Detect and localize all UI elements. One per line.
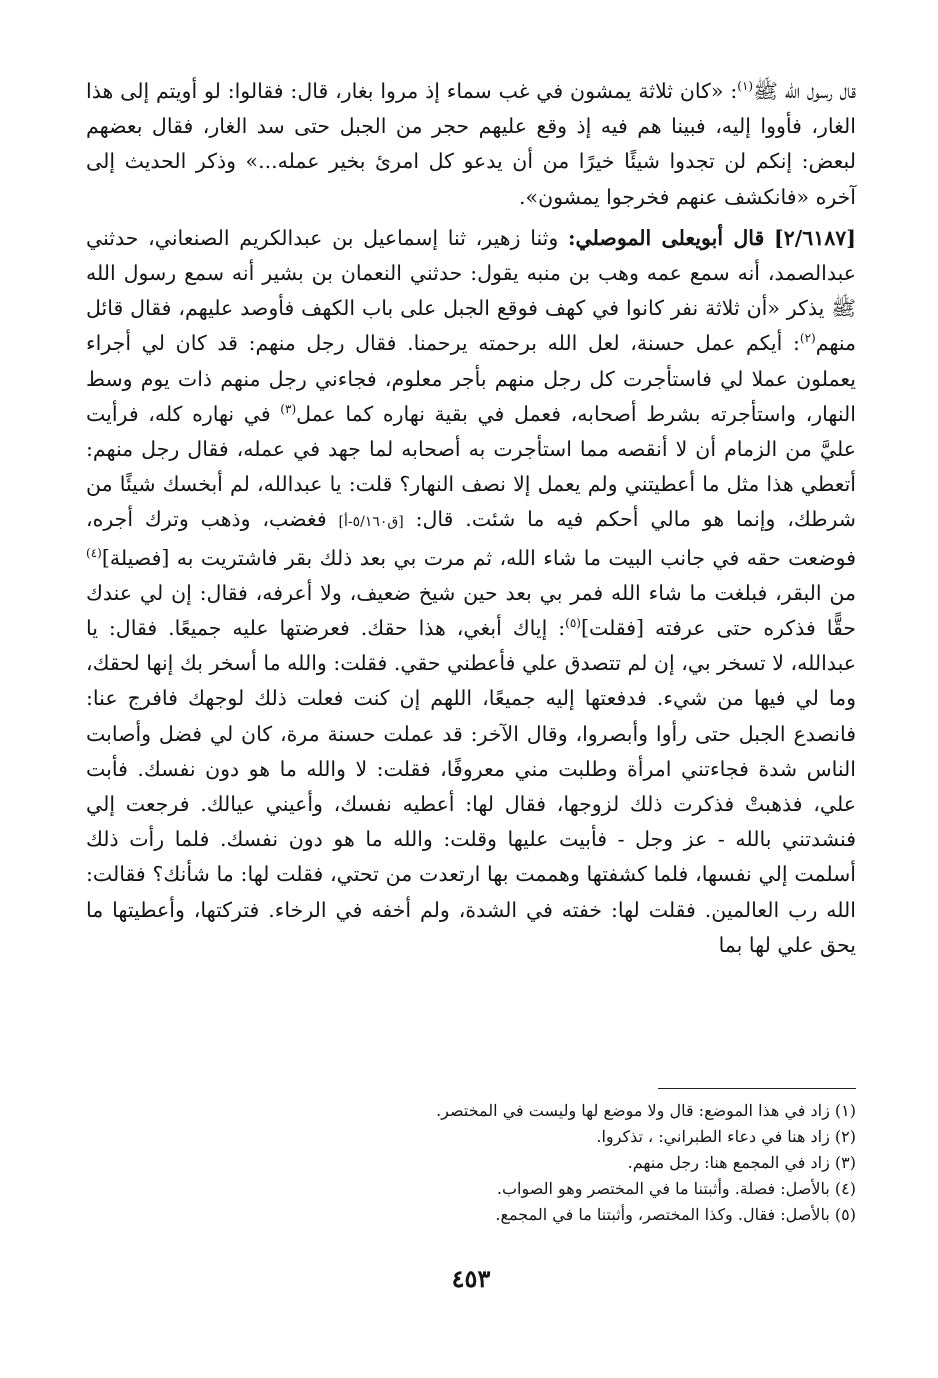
paragraph-2-text-c: في نهاره كله، فرأيت عليَّ من الزمام أن لا أنقصه مما استأجرت به أصحابه لما جهد في عمله، فقال رجل منهم: أتعطي هذا مثل ما أعطيتني ولم يعمل إلا نصف النهار؟ قلت: يا عبدالله، لم أبخسك شيئًا من شرطك، وإنما هو مالي أحكم فيه ما شئت. قال: — [86, 401, 856, 532]
paragraph-1 — [86, 74, 856, 215]
footnote-1: (١) زاد في هذا الموضع: قال ولا موضع لها وليست في المختصر. — [436, 1101, 856, 1120]
paragraph-2-text-b: : أيكم عمل حسنة، لعل الله برحمته يرحمنا. فقال رجل منهم: قد كان لي أجراء يعملون عملا لي فاستأجرت كل رجل منهم بأجر معلوم، فجاءني رجل منهم ذات يوم وسط النهار، واستأجرته بشرط أصحابه، فعمل في بقية نهاره كما عمل — [86, 331, 856, 426]
paragraph-2-text-a: وثنا زهير، ثنا إسماعيل بن عبدالكريم الصنعاني، حدثني عبدالصمد، أنه سمع عمه وهب بن منبه يقول: حدثني النعمان بن بشير أنه سمع رسول الله ﷺ يذكر «أن ثلاثة نفر كانوا في كهف فوقع الجبل على باب الكهف فأوصد عليهم، فقال قائل منهم — [86, 225, 856, 356]
footnote-5: (٥) بالأصل: فقال. وكذا المختصر، وأثبتنا ما في المجمع. — [495, 1205, 856, 1224]
footnote-ref-4: (٤) — [86, 545, 102, 560]
footnote-3: (٣) زاد في المجمع هنا: رجل منهم. — [627, 1153, 856, 1172]
footnote-ref-5: (٥) — [565, 616, 581, 631]
hadith-number: [٢/٦١٨٧] — [774, 225, 856, 250]
page-number: ٤٥٣ — [451, 1264, 491, 1293]
manuscript-folio-ref: [ق٥/١٦٠-أ] — [338, 514, 404, 531]
footnote-2: (٢) زاد هنا في دعاء الطبراني: ، تذكروا. — [596, 1127, 856, 1146]
footnote-4: (٤) بالأصل: فصلة. وأثبتنا ما في المختصر وهو الصواب. — [496, 1179, 856, 1198]
paragraph-2-text-e: من البقر، فبلغت ما شاء الله فمر بي بعد حين شيخ ضعيف، ولا أعرفه، فقال: إن لي عندك حقًّا فذكره حتى عرفته [فقلت] — [86, 580, 856, 641]
footnote-ref-3: (٣) — [280, 402, 297, 416]
page-content — [86, 74, 857, 1293]
paragraph-1-text: قال رسول الله ﷺ — [753, 79, 857, 103]
paragraph-2-text-f: : إياك أبغي، هذا حقك. فعرضتها عليه جميعًا. فقال: يا عبدالله، لا تسخر بي، إن لم تتصدق علي فأعطني حقي. فقلت: والله ما أسخر بك إنها لحقك، وما لي فيها من شيء. فدفعتها إليه جميعًا، اللهم إن كنت فعلت ذلك لوجهك فافرج عنا: فانصدع الجبل حتى رأوا وأبصروا، وقال الآخر: قد عملت حسنة مرة، كان لي فضل وأصابت الناس شدة فجاءتني امرأة وطلبت مني معروفًا، فقلت: لا والله ما هو دون نفسك. فأبت علي، فذهبتْ فذكرت ذلك لزوجها، فقال لها: أعطيه نفسك، وأعيني عيالك. فرجعت إلي فنشدتني بالله - عز وجل - فأبيت عليها وقلت: والله ما هو دون نفسك. فلما رأت ذلك أسلمت إلي نفسها، فلما كشفتها وهممت بها ارتعدت من تحتي، فقلت لها: ما شأنك؟ فقالت: الله رب العالمين. فقلت لها: خفته في الشدة، ولم أخفه في الرخاء. فتركتها، وأعطيتها ما يحق علي لها بما — [86, 616, 856, 957]
paragraph-2 — [86, 221, 856, 963]
narrator-attribution: قال أبويعلى الموصلي: — [567, 225, 765, 250]
main-text — [86, 74, 856, 963]
footnotes-section — [86, 1098, 856, 1228]
footnote-divider — [658, 1088, 856, 1089]
footnote-ref-2: (٢) — [799, 331, 816, 346]
paragraph-2-text-d: فغضب، وذهب وترك أجره، فوضعت حقه في جانب البيت ما شاء الله، ثم مرت بي بعد ذلك بقر فاشتريت به [فصيلة] — [86, 507, 856, 570]
footnote-ref-1: (١) — [737, 79, 754, 94]
paragraph-1-text-cont: : «كان ثلاثة يمشون في غب سماء إذ مروا بغار، قال: فقالوا: لو أويتم إلى هذا الغار، فأووا إليه، فبينا هم فيه إذ وقع عليهم حجر من الجبل حتى سد الغار، فقال بعضهم لبعض: إنكم لن تجدوا شيئًا خيرًا من أن يدعو كل امرئ بخير عمله...» وذكر الحديث إلى آخره «فانكشف عنهم فخرجوا يمشون». — [86, 79, 856, 209]
